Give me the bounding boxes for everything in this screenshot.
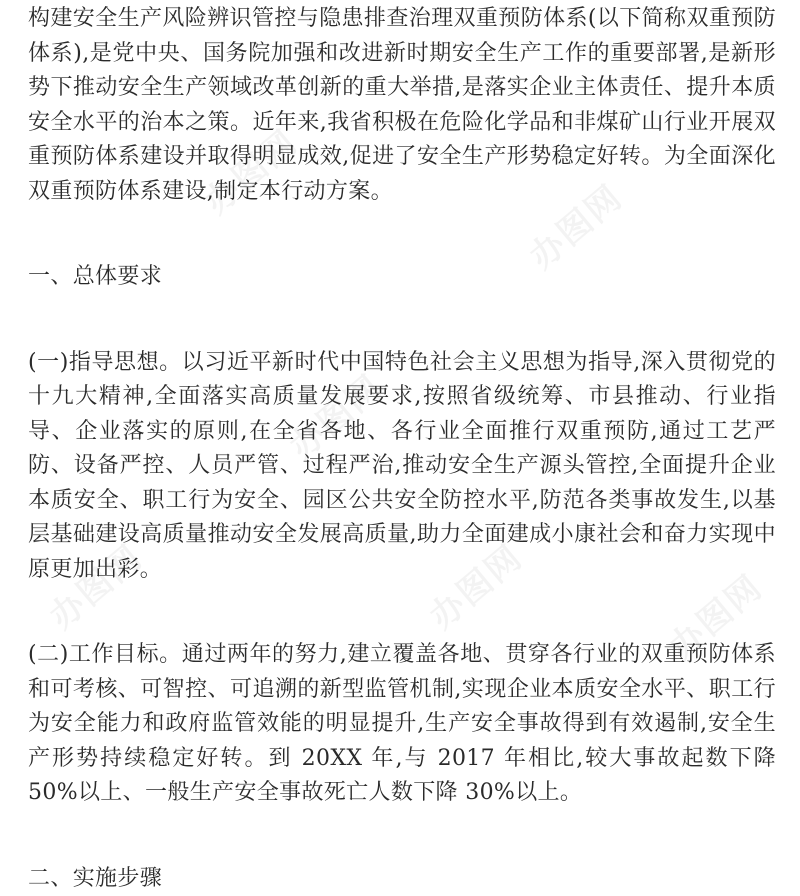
section-heading-overall-requirements: 一、总体要求 (28, 260, 776, 295)
work-goals-paragraph: (二)工作目标。通过两年的努力,建立覆盖各地、贯穿各行业的双重预防体系和可考核、可智控、可追溯的新型监管机制,实现企业本质安全水平、职工行为安全能力和政府监管效能的明显提升,生产安全事故得到有效遏制,安全生产形势持续稳定好转。到 20XX 年,与 2017 年相比,较大事故起数下降 50%以上、一般生产安全事故死亡人数下降 30%以上。 (28, 638, 776, 811)
guiding-thought-paragraph: (一)指导思想。以习近平新时代中国特色社会主义思想为指导,深入贯彻党的十九大精神,全面落实高质量发展要求,按照省级统筹、市县推动、行业指导、企业落实的原则,在全省各地、各行业全面推行双重预防,通过工艺严防、设备严控、人员严管、过程严治,推动安全生产源头管控,全面提升企业本质安全、职工行为安全、园区公共安全防控水平,防范各类事故发生,以基层基础建设高质量推动安全发展高质量,助力全面建成小康社会和奋力实现中原更加出彩。 (28, 346, 776, 588)
section-heading-implementation-steps: 二、实施步骤 (28, 862, 776, 896)
intro-paragraph: 构建安全生产风险辨识管控与隐患排查治理双重预防体系(以下简称双重预防体系),是党中央、国务院加强和改进新时期安全生产工作的重要部署,是新形势下推动安全生产领域改革创新的重大举措,是落实企业主体责任、提升本质安全水平的治本之策。近年来,我省积极在危险化学品和非煤矿山行业开展双重预防体系建设并取得明显成效,促进了安全生产形势稳定好转。为全面深化双重预防体系建设,制定本行动方案。 (28, 2, 776, 209)
